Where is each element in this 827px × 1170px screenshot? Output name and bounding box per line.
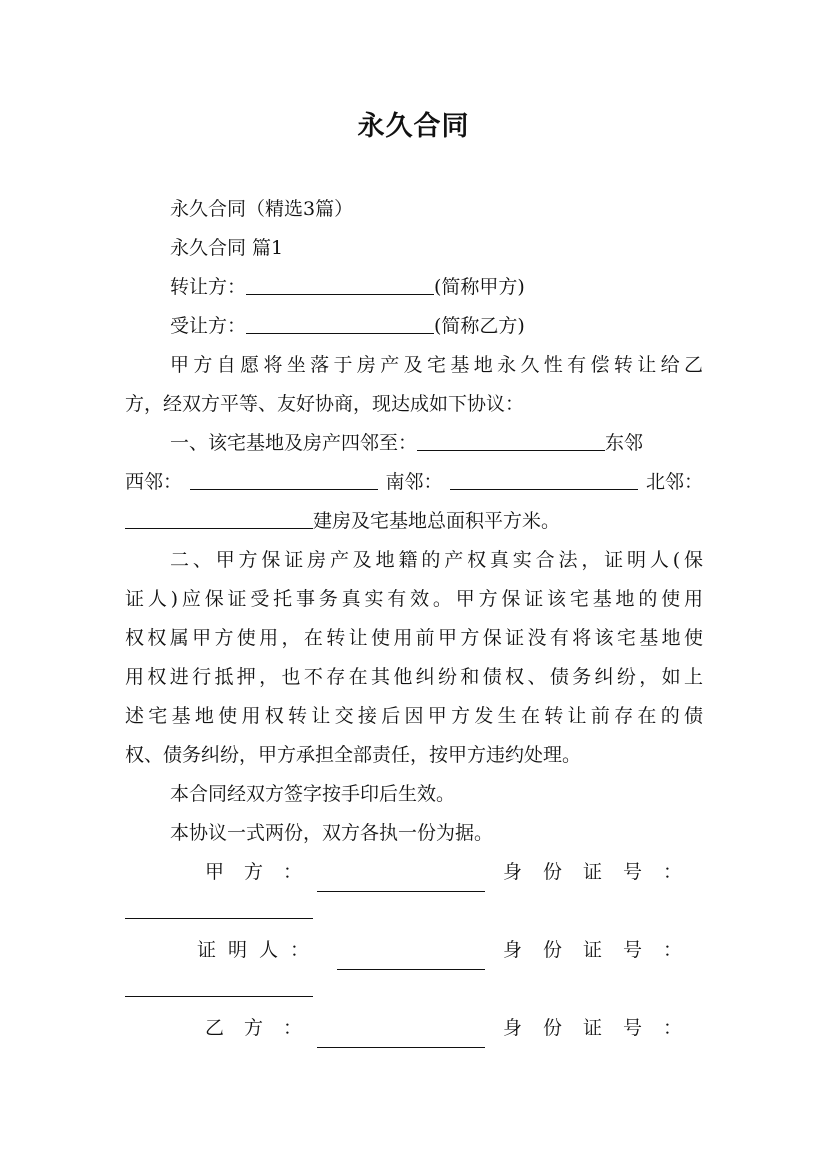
party-a-blank[interactable] — [317, 865, 485, 892]
boundary-line-2 — [125, 463, 703, 502]
id-label: 身份证号： — [502, 939, 703, 961]
transferee-suffix: (简称乙方) — [434, 315, 525, 337]
signature-continuation — [125, 892, 703, 931]
paragraph-line: 证人)应保证受托事务真实有效。甲方保证该宅基地的使用 — [125, 588, 703, 610]
paragraph-line: 本协议一式两份，双方各执一份为据。 — [170, 822, 494, 844]
section-heading: 永久合同 篇1 — [170, 237, 284, 259]
boundary-line-1 — [125, 424, 703, 463]
transferee-line — [125, 307, 703, 346]
signature-witness — [125, 931, 703, 970]
boundary-intro: 一、该宅基地及房产四邻至： — [170, 432, 418, 454]
id-label: 身份证号： — [502, 861, 703, 883]
north-label: 北邻： — [645, 471, 703, 493]
party-b-label: 乙方： — [205, 1017, 323, 1039]
transferor-suffix: (简称甲方) — [434, 276, 525, 298]
paragraph-line: 本合同经双方签字按手印后生效。 — [170, 783, 456, 805]
party-a-label: 甲方： — [205, 861, 323, 883]
paragraph-line: 述宅基地使用权转让交接后因甲方发生在转让前存在的债 — [125, 705, 703, 727]
paragraph-line: 权、债务纠纷，甲方承担全部责任，按甲方违约处理。 — [125, 744, 582, 766]
document-body — [125, 190, 703, 1048]
south-label: 南邻： — [385, 471, 443, 493]
east-label: 东邻 — [605, 432, 644, 454]
witness-label: 证明人： — [197, 939, 322, 961]
document-title: 永久合同 — [357, 111, 470, 142]
party-a-id-blank[interactable] — [125, 892, 313, 919]
witness-blank[interactable] — [337, 943, 485, 970]
transferor-line — [125, 268, 703, 307]
boundary-blank-1[interactable] — [417, 424, 605, 451]
paragraph-line: 用权进行抵押，也不存在其他纠纷和债权、债务纠纷，如上 — [125, 666, 703, 688]
boundary-line-3 — [125, 502, 703, 541]
signature-party-b — [125, 1009, 703, 1048]
party-b-blank[interactable] — [317, 1021, 485, 1048]
paragraph-line: 方，经双方平等、友好协商，现达成如下协议： — [125, 393, 525, 415]
witness-id-blank[interactable] — [125, 970, 313, 997]
id-label: 身份证号： — [502, 1017, 703, 1039]
paragraph-line: 甲方自愿将坐落于房产及宅基地永久性有偿转让给乙 — [170, 354, 703, 376]
transferor-label: 转让方： — [170, 276, 247, 298]
transferee-blank[interactable] — [246, 307, 434, 334]
boundary-blank-3[interactable] — [450, 463, 638, 490]
subtitle-line: 永久合同（精选3篇） — [170, 198, 354, 220]
signature-party-a — [125, 853, 703, 892]
area-text: 建房及宅基地总面积平方米。 — [313, 510, 561, 532]
signature-continuation — [125, 970, 703, 1009]
paragraph-line: 权权属甲方使用，在转让使用前甲方保证没有将该宅基地使 — [125, 627, 703, 649]
transferee-label: 受让方： — [170, 315, 247, 337]
boundary-blank-4[interactable] — [125, 502, 313, 529]
west-label: 西邻： — [125, 471, 183, 493]
transferor-blank[interactable] — [246, 268, 434, 295]
boundary-blank-2[interactable] — [190, 463, 378, 490]
paragraph-line: 二、甲方保证房产及地籍的产权真实合法，证明人(保 — [170, 549, 703, 571]
